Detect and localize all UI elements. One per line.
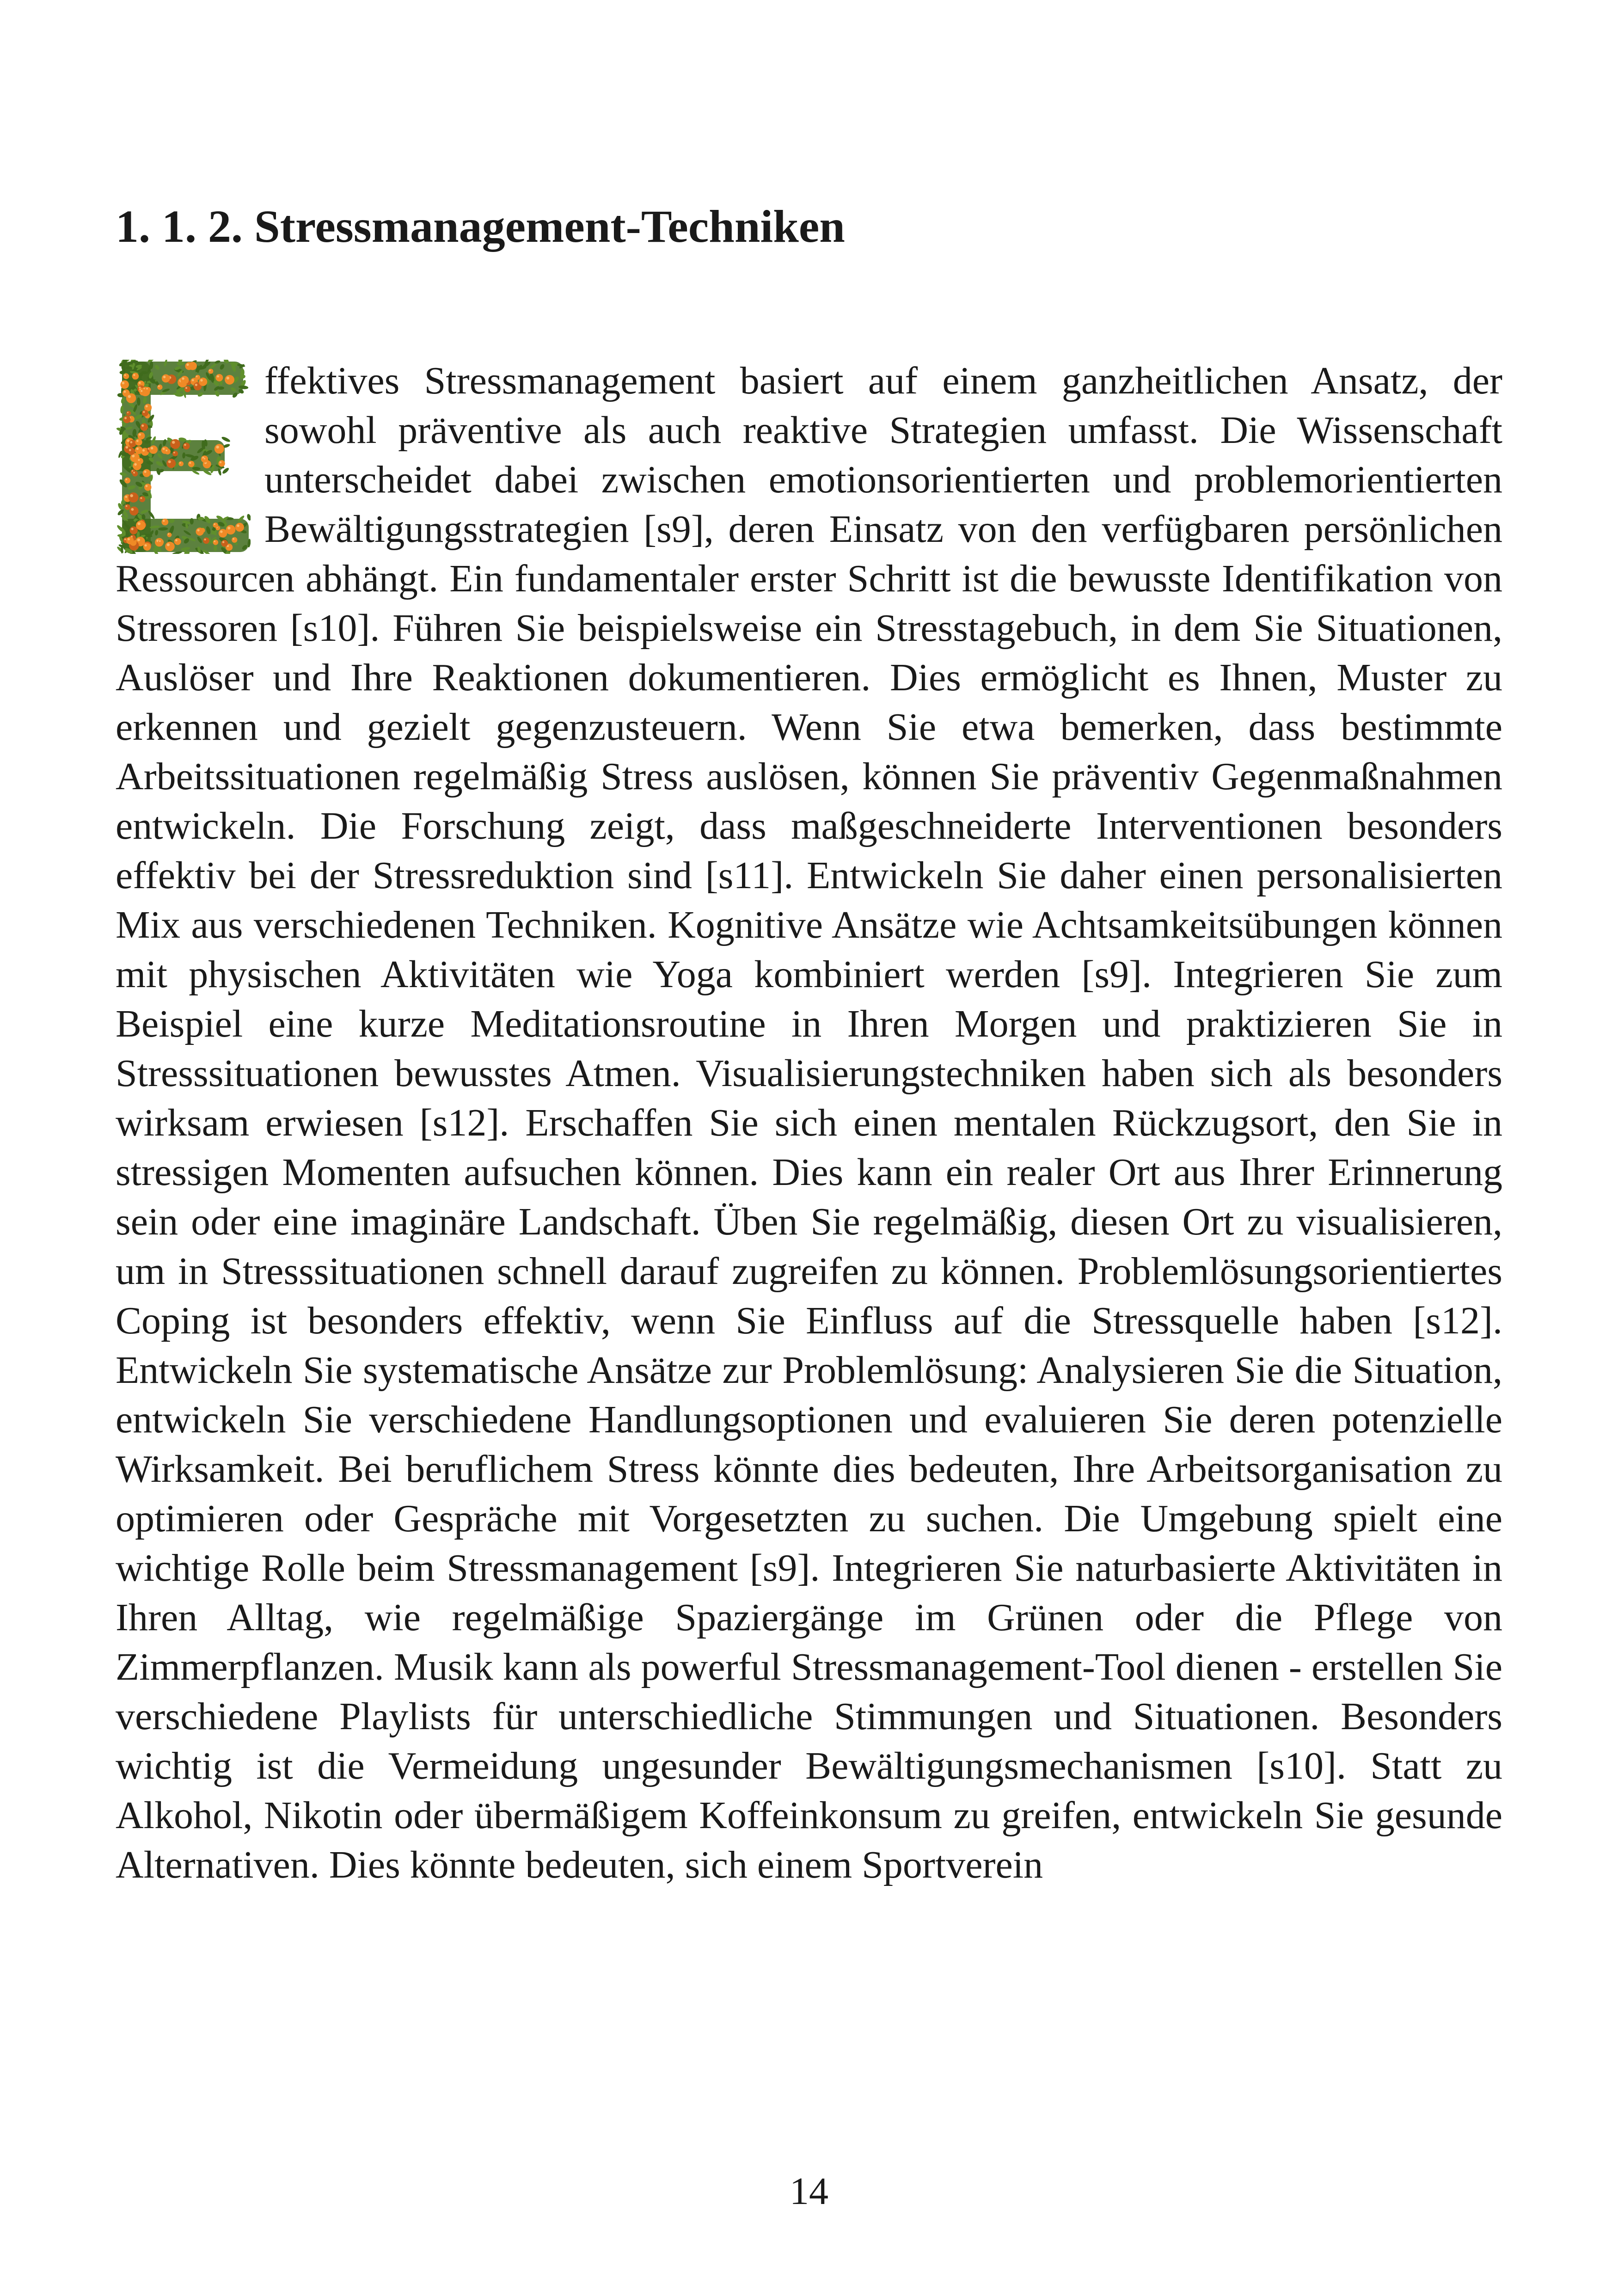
- body-paragraph: ffektives Stressmanagement basiert auf einem ganzheitlichen Ansatz, der sowohl präventive als auch reaktive Strategien umfasst. Die Wissenschaft unterscheidet dabei zwischen emotionsorientierten und problemorientierten Bewältigungsstrategien [s9], deren Einsatz von den verfügbaren persönlichen Ressourcen abhängt. Ein fundamentaler erster Schritt ist die bewusste Identifikation von Stressoren [s10]. Führen Sie beispielsweise ein Stresstagebuch, in dem Sie Situationen, Auslöser und Ihre Reaktionen dokumentieren. Dies ermöglicht es Ihnen, Muster zu erkennen und gezielt gegenzusteuern. Wenn Sie etwa bemerken, dass bestimmte Arbeitssituationen regelmäßig Stress auslösen, können Sie präventiv Gegenmaßnahmen entwickeln. Die Forschung zeigt, dass maßgeschneiderte Interventionen besonders effektiv bei der Stressreduktion sind [s11]. Entwickeln Sie daher einen personalisierten Mix aus verschiedenen Techniken. Kognitive Ansätze wie Achtsamkeitsübungen können mit physischen Aktivitäten wie Yoga kombiniert werden [s9]. Integrieren Sie zum Beispiel eine kurze Meditationsroutine in Ihren Morgen und praktizieren Sie in Stresssituationen bewusstes Atmen. Visualisierungstechniken haben sich als besonders wirksam erwiesen [s12]. Erschaffen Sie sich einen mentalen Rückzugsort, den Sie in stressigen Momenten aufsuchen können. Dies kann ein realer Ort aus Ihrer Erinnerung sein oder eine imaginäre Landschaft. Üben Sie regelmäßig, diesen Ort zu visualisieren, um in Stresssituationen schnell darauf zugreifen zu können. Problemlösungsorientiertes Coping ist besonders effektiv, wenn Sie Einfluss auf die Stressquelle haben [s12]. Entwickeln Sie systematische Ansätze zur Problemlösung: Analysieren Sie die Situation, entwickeln Sie verschiedene Handlungsoptionen und evaluieren Sie deren potenzielle Wirksamkeit. Bei beruflichem Stress könnte dies bedeuten, Ihre Arbeitsorganisation zu optimieren oder Gespräche mit Vorgesetzten zu suchen. Die Umgebung spielt eine wichtige Rolle beim Stressmanagement [s9]. Integrieren Sie naturbasierte Aktivitäten in Ihren Alltag, wie regelmäßige Spaziergänge im Grünen oder die Pflege von Zimmerpflanzen. Musik kann als powerful Stressmanagement-Tool dienen - erstellen Sie verschiedene Playlists für unterschiedliche Stimmungen und Situationen. Besonders wichtig ist die Vermeidung ungesunder Bewältigungsmechanismen [s10]. Statt zu Alkohol, Nikotin oder übermäßigem Koffeinkonsum zu greifen, entwickeln Sie gesunde Alternativen. Dies könnte bedeuten, sich einem Sportverein: [116, 359, 1502, 1886]
- page-number: 14: [790, 2170, 828, 2213]
- dropcap-letter-e: [116, 360, 251, 554]
- orange-branch-letter-e-icon: [116, 360, 251, 554]
- section-heading: 1. 1. 2. Stressmanagement-Techniken: [116, 201, 845, 252]
- body-section: [116, 356, 1502, 1890]
